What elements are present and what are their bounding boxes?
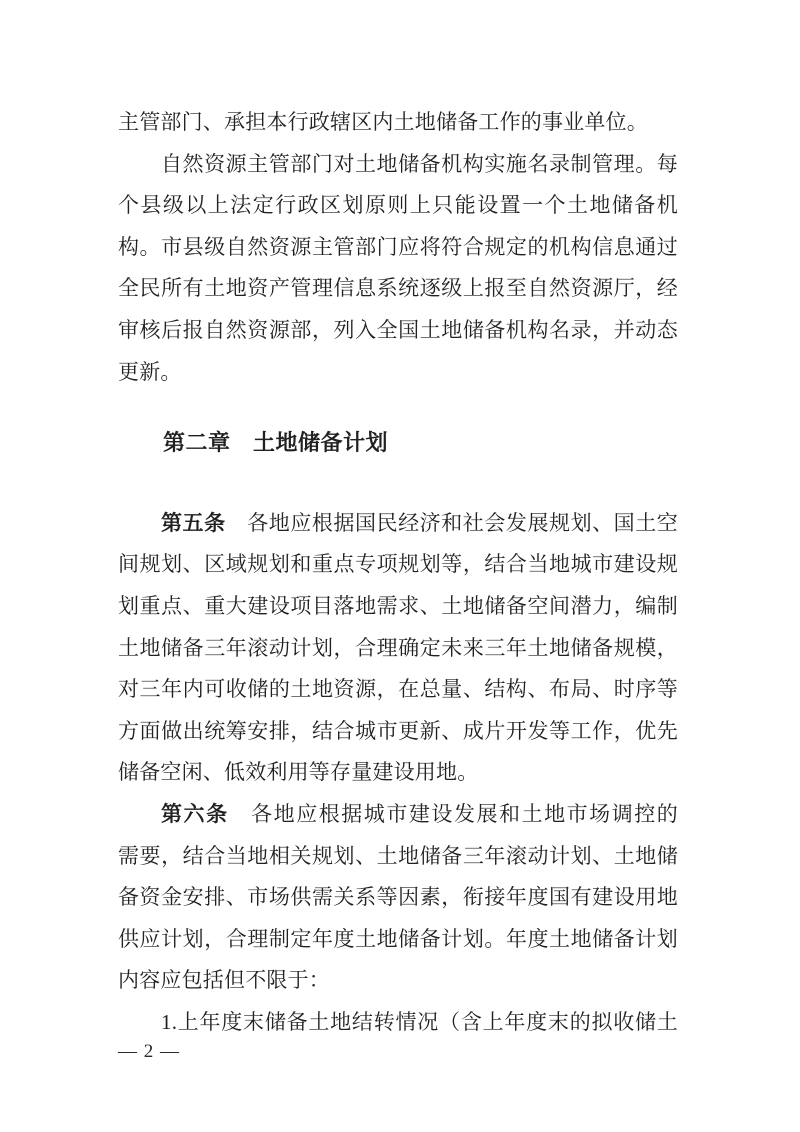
text-line: 方面做出统筹安排，结合城市更新、成片开发等工作，优先	[118, 718, 678, 743]
text-line: 全民所有土地资产管理信息系统逐级上报至自然资源厅，经	[118, 276, 678, 301]
text-line: 1.上年度末储备土地结转情况（含上年度末的拟收储土	[161, 1009, 678, 1034]
page-number: — 2 —	[118, 1041, 180, 1062]
text-line: 更新。	[118, 359, 182, 384]
text-line: 对三年内可收储的土地资源，在总量、结构、布局、时序等	[118, 677, 678, 702]
text-line: 内容应包括但不限于：	[118, 968, 330, 993]
text-line	[118, 503, 678, 545]
text-line: 供应计划，合理制定年度土地储备计划。年度土地储备计划	[118, 926, 678, 951]
text-line	[118, 794, 678, 836]
text-line: 土地储备三年滚动计划，合理确定未来三年土地储备规模，	[118, 635, 678, 660]
text-line: 需要，结合当地相关规划、土地储备三年滚动计划、土地储	[118, 843, 678, 868]
text-line: 间规划、区域规划和重点专项规划等，结合当地城市建设规	[118, 552, 678, 577]
article-label: 第六条	[161, 802, 229, 826]
text-line-content: 各地应根据城市建设发展和土地市场调控的	[228, 801, 678, 826]
text-line: 个县级以上法定行政区划原则上只能设置一个土地储备机	[118, 193, 678, 218]
chapter-heading: 第二章 土地储备计划	[163, 430, 389, 456]
text-line: 储备空闲、低效利用等存量建设用地。	[118, 760, 479, 785]
text-line: 备资金安排、市场供需关系等因素，衔接年度国有建设用地	[118, 885, 678, 910]
text-line-content: 各地应根据国民经济和社会发展规划、国土空	[225, 510, 678, 535]
document-body	[118, 102, 678, 1043]
text-line: 主管部门、承担本行政辖区内土地储备工作的事业单位。	[118, 110, 648, 134]
text-line: 审核后报自然资源部，列入全国土地储备机构名录，并动态	[118, 317, 678, 342]
text-line: 自然资源主管部门对土地储备机构实施名录制管理。每	[161, 151, 678, 176]
article-label: 第五条	[161, 511, 226, 535]
text-line: 划重点、重大建设项目落地需求、土地储备空间潜力，编制	[118, 593, 678, 618]
text-line: 构。市县级自然资源主管部门应将符合规定的机构信息通过	[118, 234, 678, 259]
